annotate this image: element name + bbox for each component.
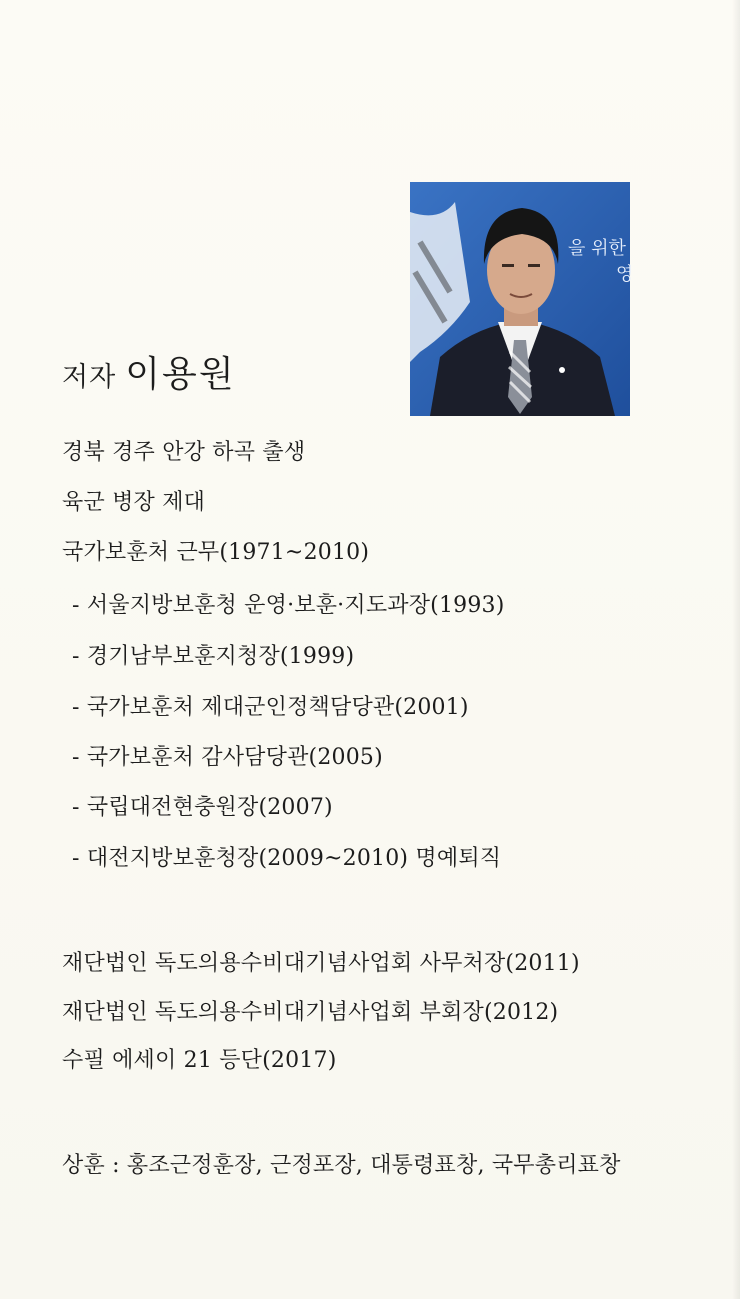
bio-career-header: 국가보훈처 근무(1971~2010) [62, 540, 370, 565]
career-item: - 국립대전현충원장(2007) [72, 795, 333, 820]
career-item: - 서울지방보훈청 운영·보훈·지도과장(1993) [72, 593, 505, 618]
author-name: 이용원 [125, 354, 236, 395]
right-eye [528, 264, 540, 267]
page-edge-shadow [732, 0, 740, 1299]
career-item: - 국가보훈처 감사담당관(2005) [72, 745, 383, 770]
author-photo [410, 182, 634, 416]
awards: 상훈 : 홍조근정훈장, 근정포장, 대통령표창, 국무총리표창 [62, 1153, 621, 1178]
author-heading [62, 350, 236, 400]
career-item: - 대전지방보훈청장(2009~2010) 명예퇴직 [72, 846, 502, 871]
later-role: 수필 에세이 21 등단(2017) [62, 1048, 337, 1073]
author-photo-illustration [410, 182, 634, 416]
bio-military: 육군 병장 제대 [62, 490, 206, 515]
career-item: - 국가보훈처 제대군인정책담당관(2001) [72, 695, 469, 720]
later-role: 재단법인 독도의용수비대기념사업회 부회장(2012) [62, 1000, 559, 1025]
lapel-pin [559, 367, 565, 373]
left-eye [502, 264, 514, 267]
later-role: 재단법인 독도의용수비대기념사업회 사무처장(2011) [62, 951, 580, 976]
photo-bg-text-2: 영 [616, 264, 634, 285]
photo-bg-text-1: 을 위한 [568, 238, 626, 259]
bio-birth: 경북 경주 안강 하곡 출생 [62, 440, 306, 465]
author-label: 저자 [62, 362, 117, 393]
career-item: - 경기남부보훈지청장(1999) [72, 644, 355, 669]
